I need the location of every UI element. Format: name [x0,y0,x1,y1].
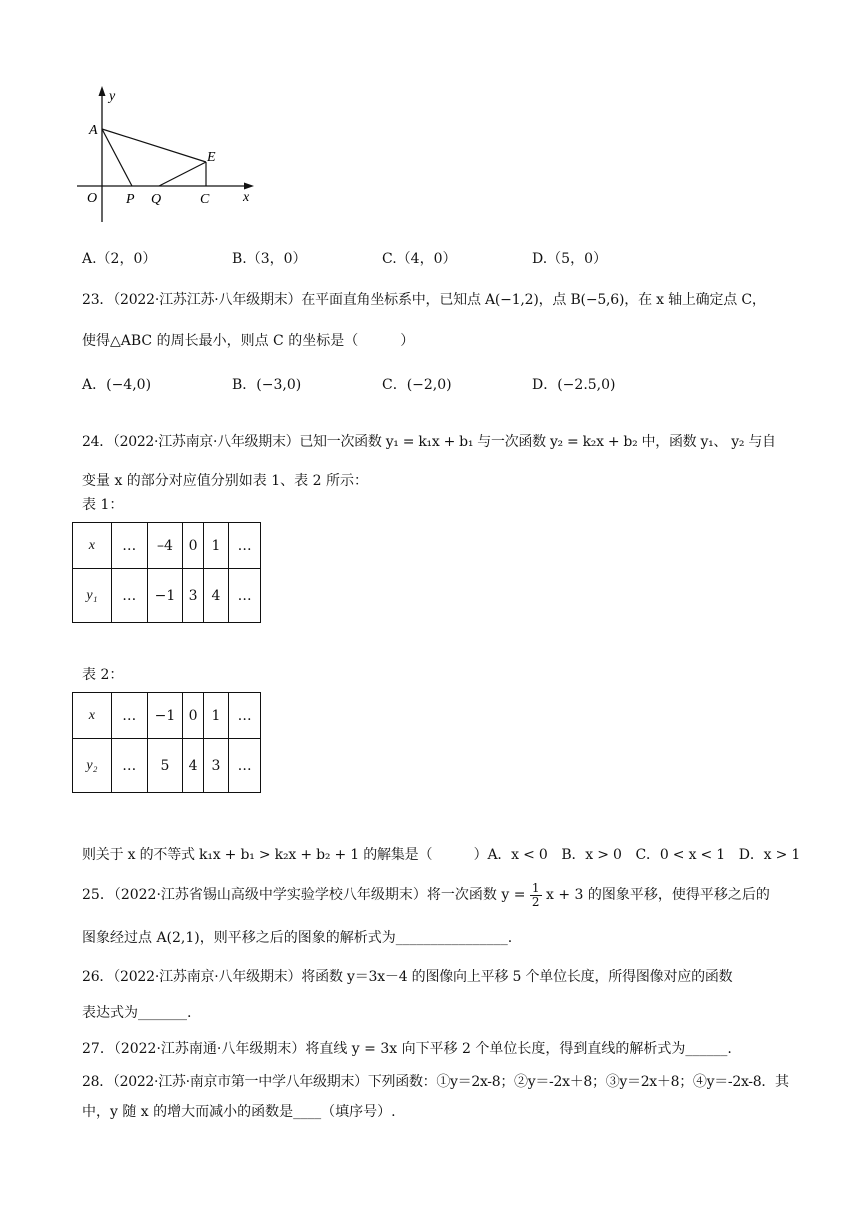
table-cell: … [111,693,147,739]
segment-QE [159,162,206,186]
q25-line1-a: 25．（2022·江苏省锡山高级中学实验学校八年级期末）将一次函数 y = [82,887,526,903]
q25-line2: 图象经过点 A(2,1)，则平移之后的图象的解析式为________________. [82,930,513,946]
segment-AE [102,129,206,162]
table-cell: −1 [147,569,183,623]
table-cell: 3 [203,739,229,793]
label-A: A [89,123,98,138]
table-row [73,693,261,739]
table-cell: x [73,523,112,569]
table-2 [72,692,261,793]
table-cell: … [229,739,261,793]
label-Q: Q [151,192,162,207]
table-cell: 1 [203,693,229,739]
table-cell: … [111,523,147,569]
q24-line2: 变量 x 的部分对应值分别如表 1、表 2 所示： [82,473,368,489]
q22-option-a: A.（2，0） [82,251,157,267]
q25-line1-b: x + 3 的图象平移，使得平移之后的 [545,887,770,903]
table-cell: −1 [147,693,183,739]
q23-option-b: B．(−3,0) [232,377,302,393]
table-cell: 3 [183,569,203,623]
table-cell: 4 [203,569,229,623]
table-cell: 0 [183,523,203,569]
q22-option-c: C.（4，0） [382,251,457,267]
x-axis-arrow-icon [244,183,254,190]
table-cell: … [229,523,261,569]
q23-option-c: C．(−2,0) [382,377,452,393]
table-cell: … [229,569,261,623]
fraction-denominator: 2 [531,894,540,909]
y-axis-arrow-icon [99,86,106,96]
label-E: E [207,150,216,165]
table-cell: y₁ [73,569,112,623]
table-cell: 5 [147,739,183,793]
q27-line1: 27．（2022·江苏南通·八年级期末）将直线 y = 3x 向下平移 2 个单位长度，得到直线的解析式为______. [82,1041,732,1057]
label-C: C [200,192,210,207]
table-cell: … [229,693,261,739]
q22-option-b: B.（3，0） [232,251,307,267]
q23-option-d: D．(−2.5,0) [532,377,616,393]
table-1 [72,522,261,623]
q23-line1: 23．（2022·江苏江苏·八年级期末）在平面直角坐标系中，已知点 A(−1,2)，点 B(−5,6)，在 x 轴上确定点 C， [82,292,766,308]
table-cell: –4 [147,523,183,569]
table1-caption: 表 1： [82,497,124,513]
q26-line1: 26．（2022·江苏南京·八年级期末）将函数 y＝3x－4 的图像向上平移 5 个单位长度，所得图像对应的函数 [82,969,733,985]
table-cell: x [73,693,112,739]
table-row [73,569,261,623]
table-cell: y₂ [73,739,112,793]
fraction-numerator: 1 [531,880,540,895]
table-cell: 0 [183,693,203,739]
q24-line1: 24．（2022·江苏南京·八年级期末）已知一次函数 y₁ = k₁x + b₁ 与一次函数 y₂ = k₂x + b₂ 中，函数 y₁、 y₂ 与自 [82,434,776,450]
label-P: P [126,192,135,207]
table-row [73,523,261,569]
table-row [73,739,261,793]
coordinate-figure [75,82,265,227]
table-cell: … [111,569,147,623]
label-x: x [243,190,250,205]
table-cell: … [111,739,147,793]
q22-option-d: D.（5，0） [532,251,607,267]
q28-line2: 中，y 随 x 的增大而减小的函数是____（填序号）. [82,1104,396,1120]
fraction [530,882,542,909]
q24-question: 则关于 x 的不等式 k₁x + b₁ > k₂x + b₂ + 1 的解集是（ ）A．x < 0 B．x > 0 C．0 < x < 1 D．x > 1 [82,847,801,863]
label-O: O [87,191,98,206]
table-cell: 1 [203,523,229,569]
q28-line1: 28．（2022·江苏·南京市第一中学八年级期末）下列函数：①y＝2x-8；②y＝-2x＋8；③y＝2x＋8；④y＝-2x-8．其 [82,1074,789,1090]
q25-line1 [82,877,770,913]
table2-caption: 表 2： [82,667,124,683]
table-cell: 4 [183,739,203,793]
q23-option-a: A．(−4,0) [82,377,152,393]
label-y: y [109,89,116,104]
q23-line2: 使得△ABC 的周长最小，则点 C 的坐标是（ ） [82,333,415,349]
q26-line2: 表达式为_______. [82,1005,192,1021]
